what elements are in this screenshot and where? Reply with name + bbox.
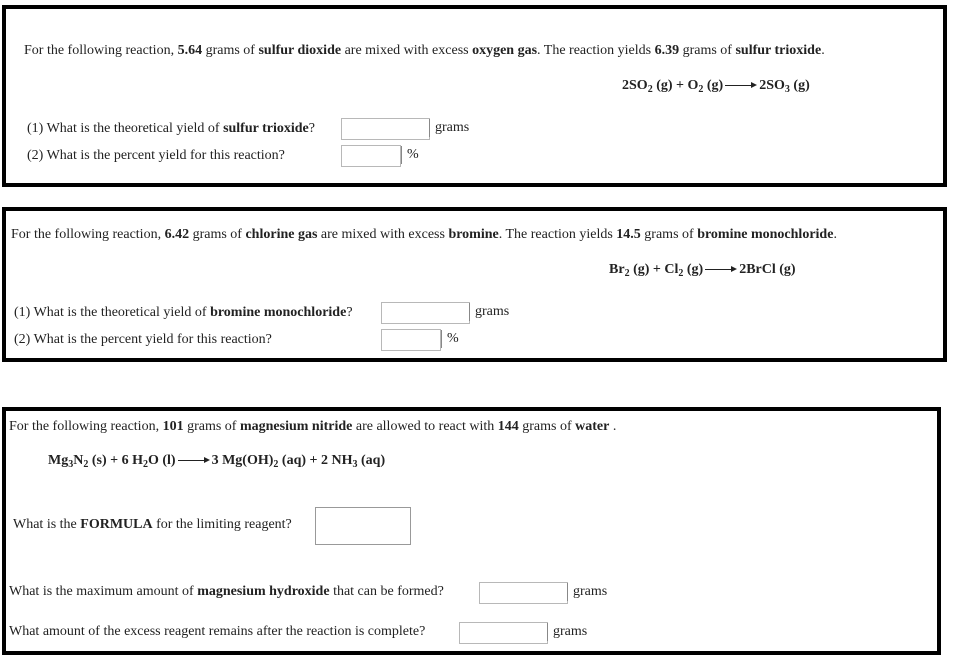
problem-2-q2-unit: % — [441, 330, 459, 348]
text: (1) What is the theoretical yield of — [14, 305, 211, 320]
text: grams of — [679, 43, 736, 58]
problem-1-q2-label: (2) What is the percent yield for this reaction? — [27, 148, 285, 163]
problem-2-q1-label — [14, 304, 353, 322]
eq-sub: 3 — [68, 459, 74, 470]
reactant-name: sulfur dioxide — [258, 43, 342, 58]
problem-2-q1-unit: grams — [469, 303, 509, 321]
problem-2-equation — [609, 261, 796, 279]
text: . — [609, 419, 617, 434]
text: What is the — [13, 517, 81, 532]
problem-1-equation — [622, 77, 810, 95]
eq-sub: 2 — [624, 268, 630, 279]
problem-1-percent-yield-input[interactable] — [341, 145, 401, 167]
text: are mixed with excess — [317, 227, 449, 242]
eq-sub: 2 — [698, 84, 704, 95]
reaction-arrow-icon — [178, 456, 210, 466]
bold-term: bromine monochloride — [210, 305, 347, 320]
problem-3-statement — [9, 418, 616, 436]
yield-value: 6.39 — [654, 43, 680, 58]
excess-reagent-remaining-input[interactable] — [459, 622, 548, 644]
eq-part: (g) — [703, 78, 724, 93]
mass-value: 144 — [497, 419, 519, 434]
eq-sub: 2 — [83, 459, 89, 470]
text: . The reaction yields — [537, 43, 655, 58]
problem-2-statement — [11, 226, 837, 244]
text: grams of — [202, 43, 259, 58]
eq-sub: 2 — [678, 268, 684, 279]
text: grams of — [640, 227, 698, 242]
bold-term: FORMULA — [80, 517, 153, 532]
text: grams of — [518, 419, 576, 434]
reactant-name: water — [575, 419, 610, 434]
reactant-name: chlorine gas — [245, 227, 318, 242]
text: ? — [308, 121, 315, 136]
text: are allowed to react with — [352, 419, 498, 434]
problem-1-q2-unit: % — [401, 146, 419, 164]
yield-value: 14.5 — [616, 227, 641, 242]
text: grams of — [189, 227, 246, 242]
eq-part: 2SO — [622, 78, 648, 93]
eq-part: Br — [609, 262, 625, 277]
text: that can be formed? — [329, 584, 444, 599]
eq-sub: 2 — [273, 459, 279, 470]
eq-part: (g) + Cl — [629, 262, 679, 277]
eq-part: N — [73, 453, 84, 468]
eq-part: 2BrCl (g) — [739, 262, 796, 277]
problem-3-q1-label — [13, 516, 292, 534]
reaction-arrow-icon — [725, 81, 757, 91]
eq-part: (g) + O — [652, 78, 699, 93]
mass-value: 6.42 — [164, 227, 190, 242]
eq-part: (g) — [683, 262, 704, 277]
problem-1-q1-unit: grams — [429, 119, 469, 137]
bold-term: magnesium hydroxide — [197, 584, 330, 599]
eq-part: Mg — [48, 453, 69, 468]
reactant-name: magnesium nitride — [239, 419, 353, 434]
text: For the following reaction, — [11, 227, 165, 242]
text: . The reaction yields — [498, 227, 617, 242]
text: (1) What is the theoretical yield of — [27, 121, 224, 136]
limiting-reagent-formula-input[interactable] — [315, 507, 411, 545]
problem-3-equation — [48, 452, 385, 470]
eq-sub: 2 — [647, 84, 653, 95]
problem-3-q3-label: What amount of the excess reagent remains after the reaction is complete? — [9, 624, 426, 639]
problem-3-q3-unit: grams — [547, 623, 587, 641]
excess-reactant-name: oxygen gas — [472, 43, 538, 58]
eq-sub: 3 — [784, 84, 790, 95]
text: For the following reaction, — [9, 419, 163, 434]
excess-reactant-name: bromine — [448, 227, 499, 242]
problem-3-q2-label — [9, 583, 444, 601]
text: What is the maximum amount of — [9, 584, 198, 599]
eq-part: (g) — [789, 78, 810, 93]
problem-2-theoretical-yield-input[interactable] — [381, 302, 470, 324]
text: grams of — [183, 419, 240, 434]
eq-sub: 2 — [142, 459, 148, 470]
eq-part: (s) + 6 H — [88, 453, 143, 468]
problem-2-percent-yield-input[interactable] — [381, 329, 441, 351]
mass-value: 5.64 — [177, 43, 203, 58]
mass-value: 101 — [162, 419, 184, 434]
problem-1-theoretical-yield-input[interactable] — [341, 118, 430, 140]
text: . — [833, 227, 837, 242]
eq-part: O (l) — [147, 453, 176, 468]
max-magnesium-hydroxide-input[interactable] — [479, 582, 568, 604]
reaction-arrow-icon — [705, 265, 737, 275]
eq-part: (aq) — [357, 453, 386, 468]
problem-2-q2-label: (2) What is the percent yield for this reaction? — [14, 332, 272, 347]
text: For the following reaction, — [24, 43, 178, 58]
text: ? — [346, 305, 353, 320]
text: for the limiting reagent? — [152, 517, 292, 532]
product-name: sulfur trioxide — [735, 43, 822, 58]
problem-3-q2-unit: grams — [567, 583, 607, 601]
eq-sub: 3 — [352, 459, 358, 470]
eq-part: 3 Mg(OH) — [211, 453, 274, 468]
problem-1-q1-label — [27, 120, 315, 138]
text: . — [821, 43, 825, 58]
text: are mixed with excess — [341, 43, 473, 58]
eq-part: (aq) + 2 NH — [278, 453, 353, 468]
product-name: bromine monochloride — [697, 227, 834, 242]
eq-part: 2SO — [759, 78, 785, 93]
problem-1-statement — [24, 42, 825, 60]
bold-term: sulfur trioxide — [223, 121, 309, 136]
